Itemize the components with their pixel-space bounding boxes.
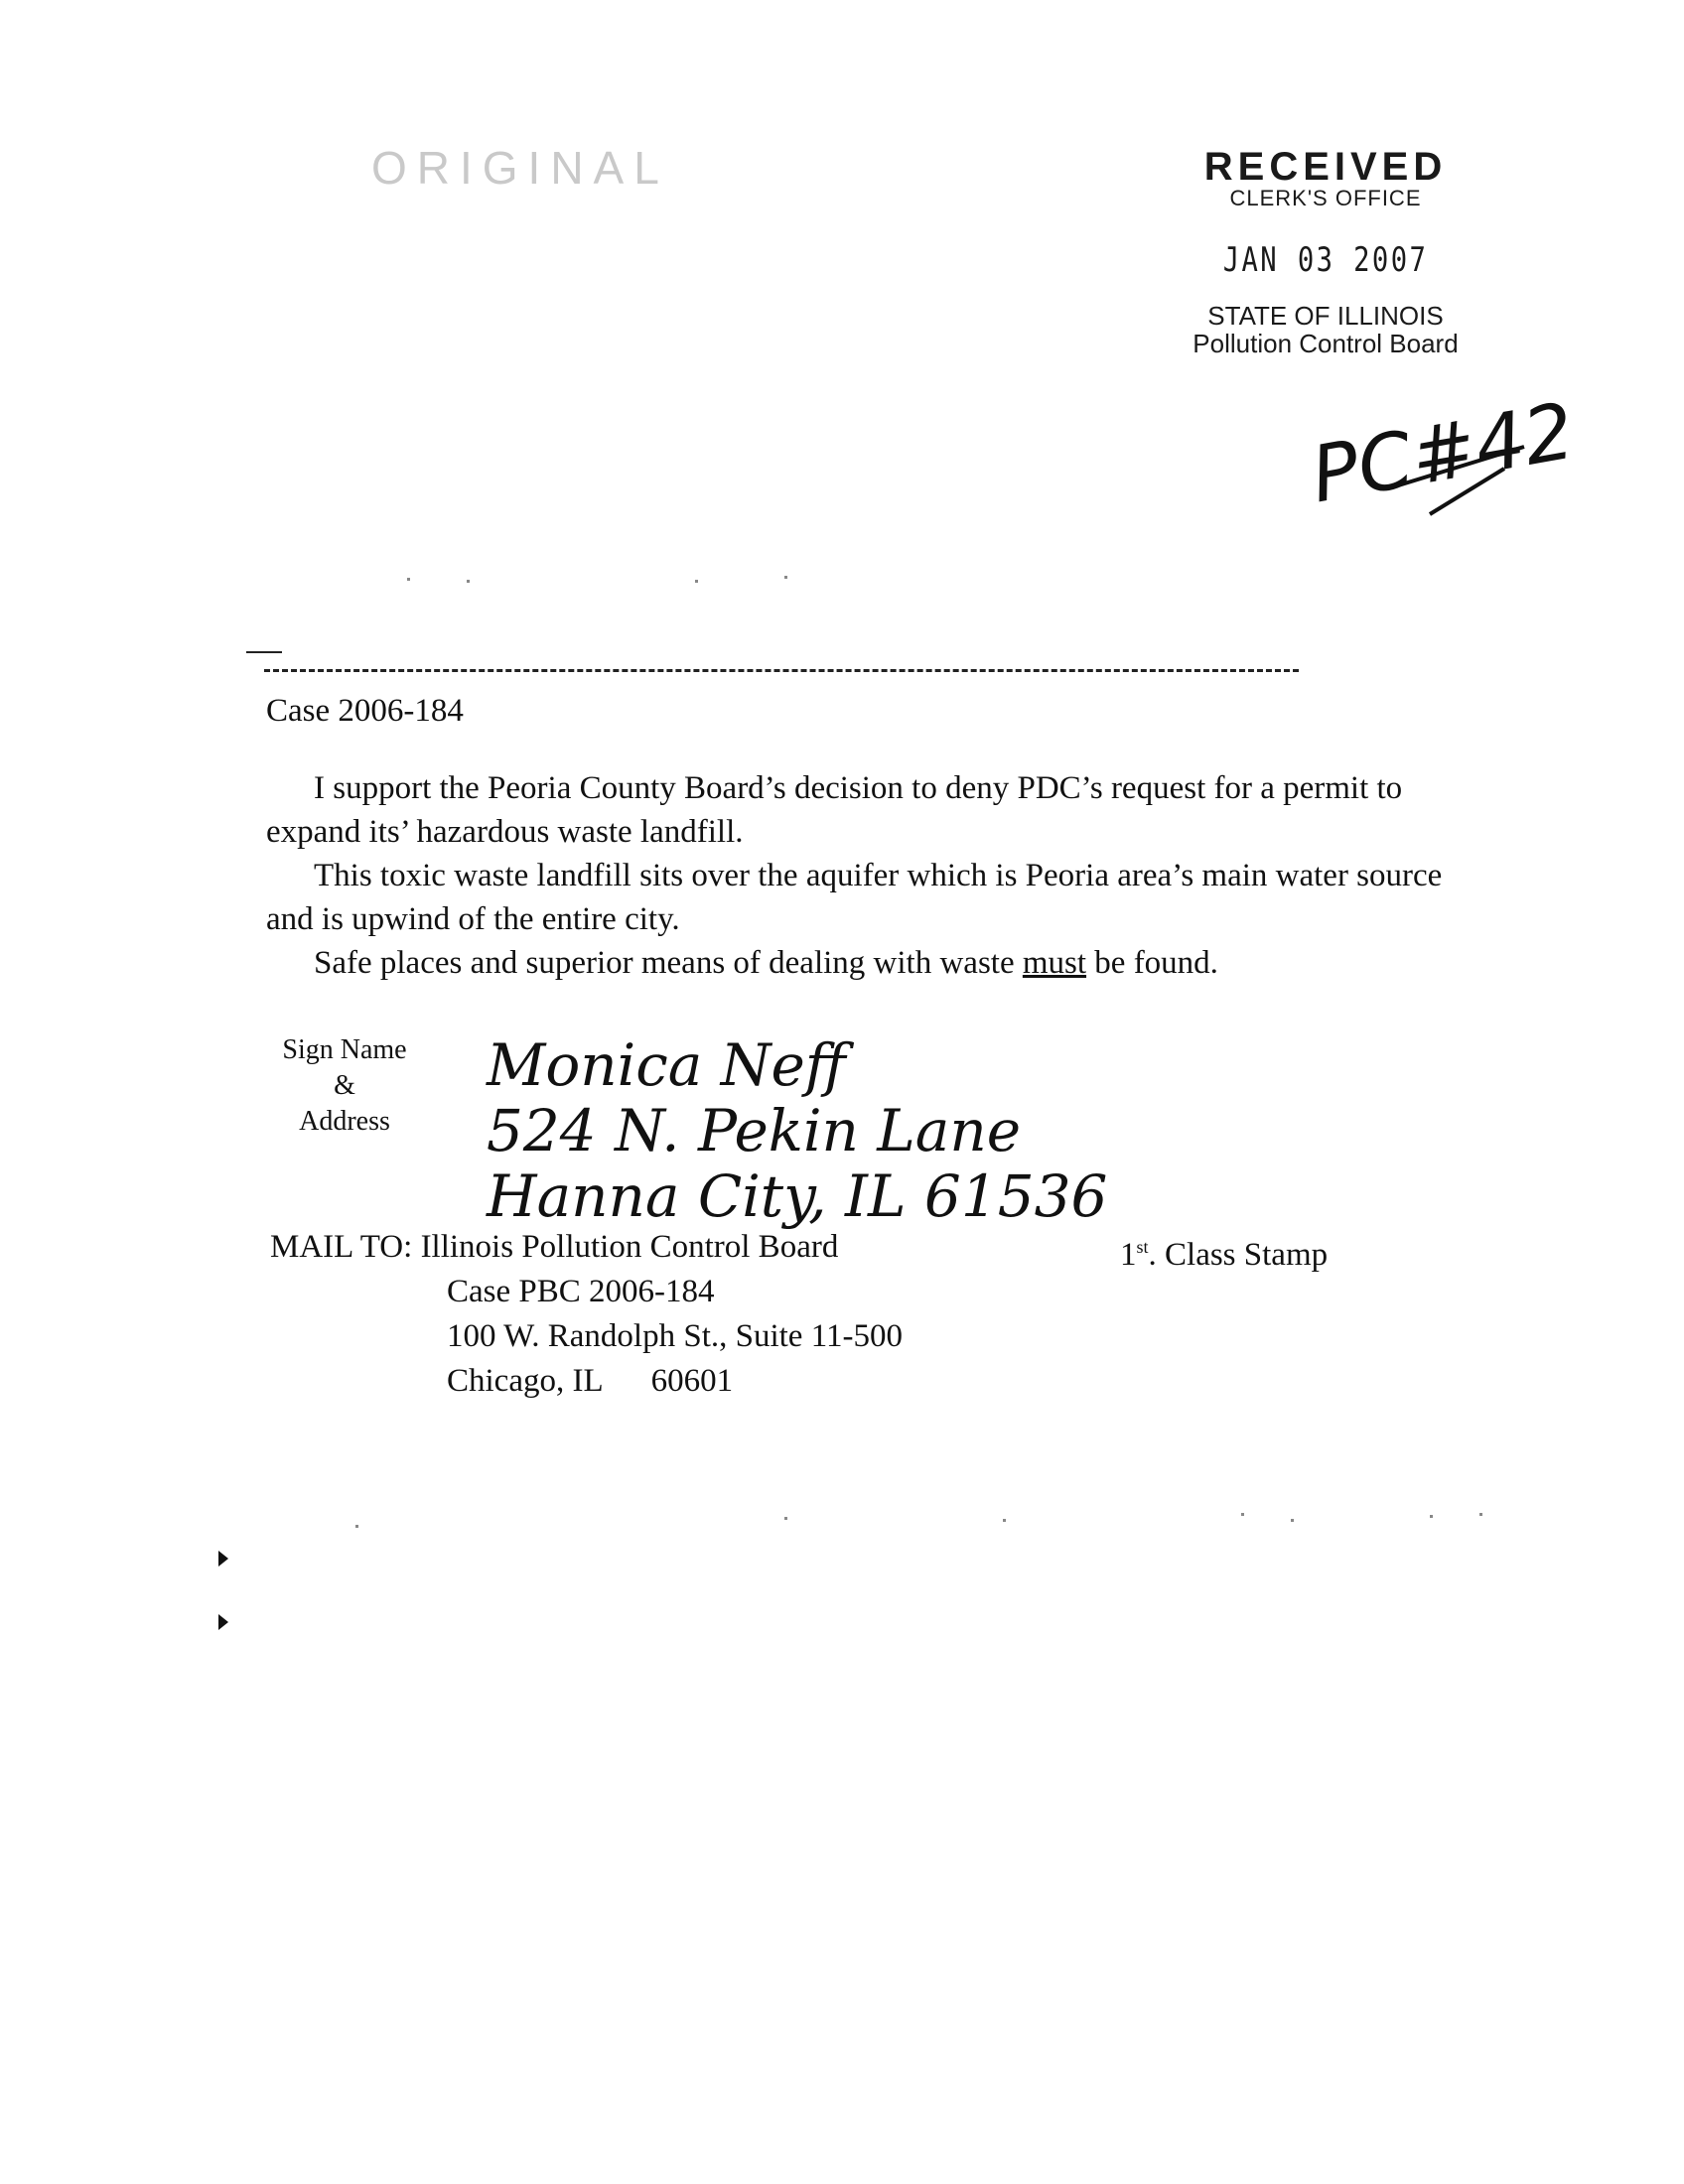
sign-name-ampersand: & — [334, 1070, 355, 1101]
pc-underline-stroke — [1390, 427, 1529, 516]
scan-speck — [1479, 1513, 1482, 1516]
mail-to-line1 — [270, 1225, 903, 1270]
safe-places-text: Safe places and superior means of dealing with waste — [314, 945, 1023, 981]
paragraph-aquifer: This toxic waste landfill sits over the aquifer which is Peoria area’s main water source and is upwind of the entire city. — [266, 858, 1443, 937]
safe-places-end: be found. — [1086, 945, 1218, 981]
scan-speck — [1430, 1515, 1433, 1518]
mail-to-zip: 60601 — [650, 1363, 734, 1399]
scan-speck — [784, 576, 787, 579]
paragraph-safe-places — [266, 941, 1487, 985]
scan-speck — [1291, 1519, 1294, 1522]
signer-name: Monica Neff — [487, 1031, 846, 1099]
class-stamp-ordinal: 1 — [1120, 1237, 1137, 1273]
mail-to-recipient: Illinois Pollution Control Board — [420, 1229, 839, 1265]
scan-speck — [467, 580, 470, 583]
mail-to-block — [270, 1225, 903, 1404]
mail-to-city-line — [270, 1359, 903, 1404]
class-stamp-text: . Class Stamp — [1148, 1237, 1329, 1273]
scan-speck — [1241, 1513, 1244, 1516]
original-stamp: ORIGINAL — [371, 142, 669, 194]
signer-city: Hanna City, IL 61536 — [487, 1162, 1108, 1230]
signer-street: 524 N. Pekin Lane — [487, 1097, 1022, 1164]
sign-name-line3: Address — [299, 1106, 390, 1137]
received-date: JAN 03 2007 — [1222, 240, 1429, 280]
dashed-rule — [264, 669, 1299, 672]
class-stamp-suffix: st — [1136, 1237, 1149, 1257]
case-number: Case 2006-184 — [266, 693, 464, 729]
paragraph-support: I support the Peoria County Board’s decision to deny PDC’s request for a permit to expand its’ hazardous waste landfill. — [266, 770, 1403, 850]
scan-speck — [695, 580, 698, 583]
letter-body — [266, 766, 1487, 985]
margin-arrow-marker — [218, 1551, 228, 1567]
sign-name-line1: Sign Name — [282, 1034, 407, 1065]
scan-speck — [355, 1525, 358, 1528]
board-label: Pollution Control Board — [1193, 329, 1459, 358]
class-stamp-note — [1120, 1225, 1328, 1278]
short-rule — [246, 651, 282, 653]
state-label: STATE OF ILLINOIS — [1207, 301, 1444, 331]
emphasis-must: must — [1022, 945, 1087, 981]
handwritten-signature — [487, 1032, 1107, 1229]
margin-arrow-marker — [218, 1614, 228, 1630]
scan-speck — [784, 1517, 787, 1520]
public-comment-number: PC#42 — [1305, 386, 1581, 521]
clerk-office-label: CLERK'S OFFICE — [1229, 186, 1422, 210]
scan-speck — [1003, 1519, 1006, 1522]
sign-name-label — [270, 1032, 419, 1140]
mail-to-city: Chicago, IL — [447, 1363, 604, 1399]
received-label: RECEIVED — [1203, 145, 1448, 189]
received-stamp — [1142, 147, 1509, 357]
mail-to-street: 100 W. Randolph St., Suite 11-500 — [447, 1318, 903, 1354]
mail-to-label: MAIL TO: — [270, 1229, 413, 1265]
scan-speck — [407, 578, 410, 581]
mail-to-case: Case PBC 2006-184 — [447, 1274, 715, 1309]
